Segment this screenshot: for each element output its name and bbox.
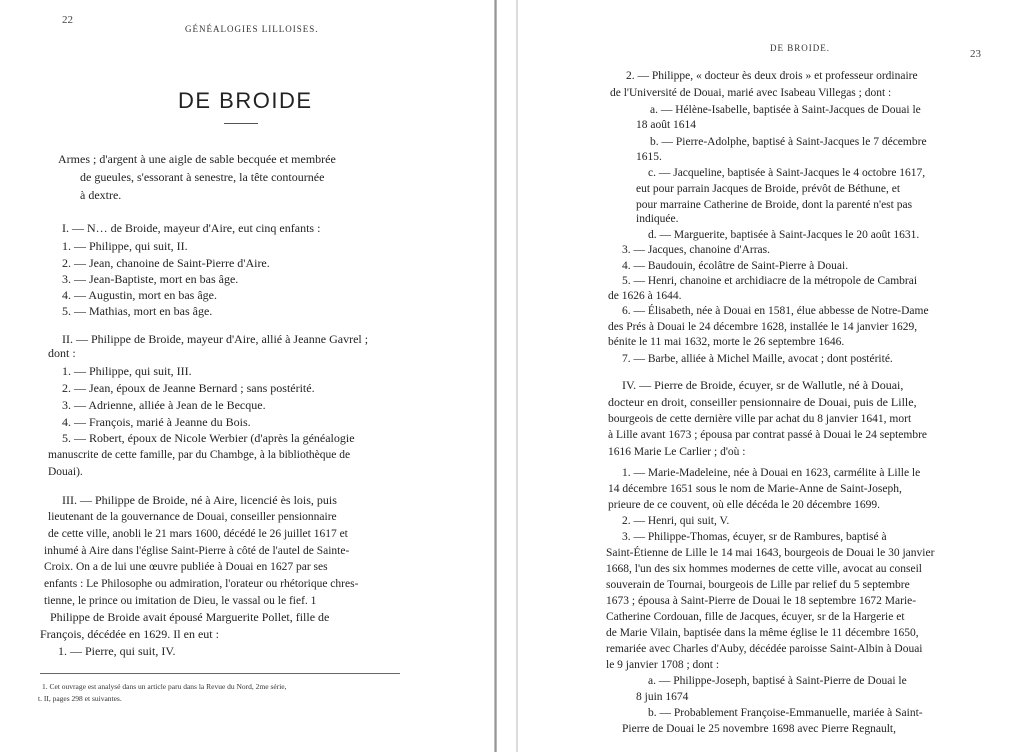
text-line: enfants : Le Philosophe ou admiration, l'orateur ou rhétorique chres- [44,578,359,590]
text-line: c. — Jacqueline, baptisée à Saint-Jacques le 4 octobre 1617, [648,167,926,179]
text-line: 14 décembre 1651 sous le nom de Marie-Anne de Saint-Joseph, [608,483,902,495]
text-line: 1. — Marie-Madeleine, née à Douai en 1623, carmélite à Lille le [622,467,921,479]
text-line: à Lille avant 1673 ; épousa par contrat passé à Douai le 24 septembre [608,429,928,441]
arms-line-2: de gueules, s'essorant à senestre, la tête contournée [80,170,325,184]
text-line: lieutenant de la gouvernance de Douai, conseiller pensionnaire [48,511,337,523]
text-line: indiquée. [636,213,679,225]
footnote-rule [40,673,400,674]
text-line: remariée avec Charles d'Auby, décédée paroisse Saint-Albin à Douai [606,643,923,655]
text-line: 3. — Jean-Baptiste, mort en bas âge. [62,272,239,286]
right-page-number: 23 [970,48,981,60]
text-line: 5. — Mathias, mort en bas âge. [62,304,213,318]
text-line: 1673 ; épousa à Saint-Pierre de Douai le 18 septembre 1672 Marie- [606,595,917,607]
text-line: a. — Philippe-Joseph, baptisé à Saint-Pierre de Douai le [648,675,907,687]
text-line: 2. — Jean, époux de Jeanne Bernard ; sans postérité. [62,381,315,395]
text-line: 18 août 1614 [636,119,697,131]
text-line: 1668, l'un des six hommes modernes de cette ville, avocat au conseil [606,563,923,575]
text-line: inhumé à Aire dans l'église Saint-Pierre à côté de l'autel de Sainte- [44,545,350,557]
text-line: 2. — Philippe, « docteur ès deux drois » et professeur ordinaire [626,70,918,82]
text-line: de Marie Vilain, baptisée dans la même église le 11 décembre 1650, [606,627,919,639]
left-running-head: GÉNÉALOGIES LILLOISES. [185,24,319,34]
footnote-line: 1. Cet ouvrage est analysé dans un article paru dans la Revue du Nord, 2me série, [42,682,287,691]
text-line: III. — Philippe de Broide, né à Aire, licencié ès lois, puis [62,493,337,507]
page-gutter-shadow [494,0,497,752]
arms-line-1: Armes ; d'argent à une aigle de sable becquée et membrée [58,152,336,166]
text-line: de l'Université de Douai, marié avec Isabeau Villegas ; dont : [610,87,892,99]
text-line: IV. — Pierre de Broide, écuyer, sr de Wallutle, né à Douai, [622,378,904,392]
text-line: pour marraine Catherine de Broide, dont la parenté n'est pas [636,199,913,211]
text-line: 1615. [636,151,662,163]
text-line: 1. — Philippe, qui suit, II. [62,239,188,253]
text-line: 4. — Baudouin, écolâtre de Saint-Pierre à Douai. [622,260,849,272]
text-line: bénite le 11 mai 1632, morte le 26 septembre 1646. [608,336,845,348]
text-line: Catherine Cordouan, fille de Jacques, écuyer, sr de la Hargerie et [606,611,905,623]
left-page [0,0,490,752]
text-line: bourgeois de cette dernière ville par achat du 8 janvier 1641, mort [608,413,912,425]
text-line: I. — N… de Broide, mayeur d'Aire, eut cinq enfants : [62,221,321,235]
text-line: d. — Marguerite, baptisée à Saint-Jacques le 20 août 1631. [648,229,920,241]
right-page [508,0,1024,752]
title-rule [224,123,258,124]
text-line: manuscrite de cette famille, par du Chambge, à la bibliothèque de [48,449,351,461]
text-line: II. — Philippe de Broide, mayeur d'Aire, allié à Jeanne Gavrel ; [62,332,369,346]
text-line: Philippe de Broide avait épousé Marguerite Pollet, fille de [50,610,330,624]
text-line: 2. — Henri, qui suit, V. [622,515,730,527]
text-line: 1. — Philippe, qui suit, III. [62,364,192,378]
text-line: tienne, le prince ou imitation de Dieu, le vassal ou le fief. 1 [44,595,317,607]
text-line: 7. — Barbe, alliée à Michel Maille, avocat ; dont postérité. [622,353,893,365]
page-title: DE BROIDE [178,88,313,113]
text-line: b. — Pierre-Adolphe, baptisé à Saint-Jacques le 7 décembre [650,136,927,148]
text-line: 4. — Augustin, mort en bas âge. [62,288,217,302]
text-line: 3. — Philippe-Thomas, écuyer, sr de Rambures, baptisé à [622,531,887,543]
right-running-head: DE BROIDE. [770,43,830,53]
text-line: 8 juin 1674 [636,691,689,703]
text-line: 3. — Adrienne, alliée à Jean de le Becque. [62,398,266,412]
text-line: souverain de Tournai, bourgeois de Lille par relief du 5 septembre [606,579,910,591]
text-line: Saint-Étienne de Lille le 14 mai 1643, bourgeois de Douai le 30 janvier [606,547,935,559]
arms-line-3: à dextre. [80,188,122,202]
text-line: Croix. On a de lui une œuvre publiée à Douai en 1627 par ses [44,561,328,573]
text-line: Pierre de Douai le 25 novembre 1698 avec Pierre Regnault, [622,723,896,735]
footnote-line: t. II, pages 298 et suivantes. [38,694,122,703]
text-line: 1616 Marie Le Carlier ; d'où : [608,446,746,458]
text-line: dont : [48,346,76,360]
text-line: 6. — Élisabeth, née à Douai en 1581, élue abbesse de Notre-Dame [622,305,929,317]
text-line: eut pour parrain Jacques de Broide, prévôt de Béthune, et [636,183,901,195]
text-line: 4. — François, marié à Jeanne du Bois. [62,415,251,429]
text-line: de cette ville, anobli le 21 mars 1600, décédé le 26 juillet 1617 et [48,528,348,540]
text-line: b. — Probablement Françoise-Emmanuelle, mariée à Saint- [648,707,923,719]
text-line: docteur en droit, conseiller pensionnaire de Douai, puis de Lille, [608,395,917,409]
text-line: 1. — Pierre, qui suit, IV. [58,644,176,658]
text-line: de 1626 à 1644. [608,290,682,302]
text-line: a. — Hélène-Isabelle, baptisée à Saint-Jacques de Douai le [650,104,921,116]
text-line: 5. — Robert, époux de Nicole Werbier (d'après la généalogie [62,431,355,445]
text-line: Douai). [48,466,83,478]
text-line: 5. — Henri, chanoine et archidiacre de la métropole de Cambrai [622,275,918,287]
text-line: des Prés à Douai le 24 décembre 1628, installée le 14 janvier 1629, [608,321,918,333]
text-line: prieure de ce couvent, où elle décéda le 20 décembre 1699. [608,499,881,511]
text-line: 2. — Jean, chanoine de Saint-Pierre d'Aire. [62,256,270,270]
text-line: 3. — Jacques, chanoine d'Arras. [622,244,771,256]
left-page-number: 22 [62,14,73,26]
text-line: le 9 janvier 1708 ; dont : [606,659,720,671]
text-line: François, décédée en 1629. Il en eut : [40,627,219,641]
